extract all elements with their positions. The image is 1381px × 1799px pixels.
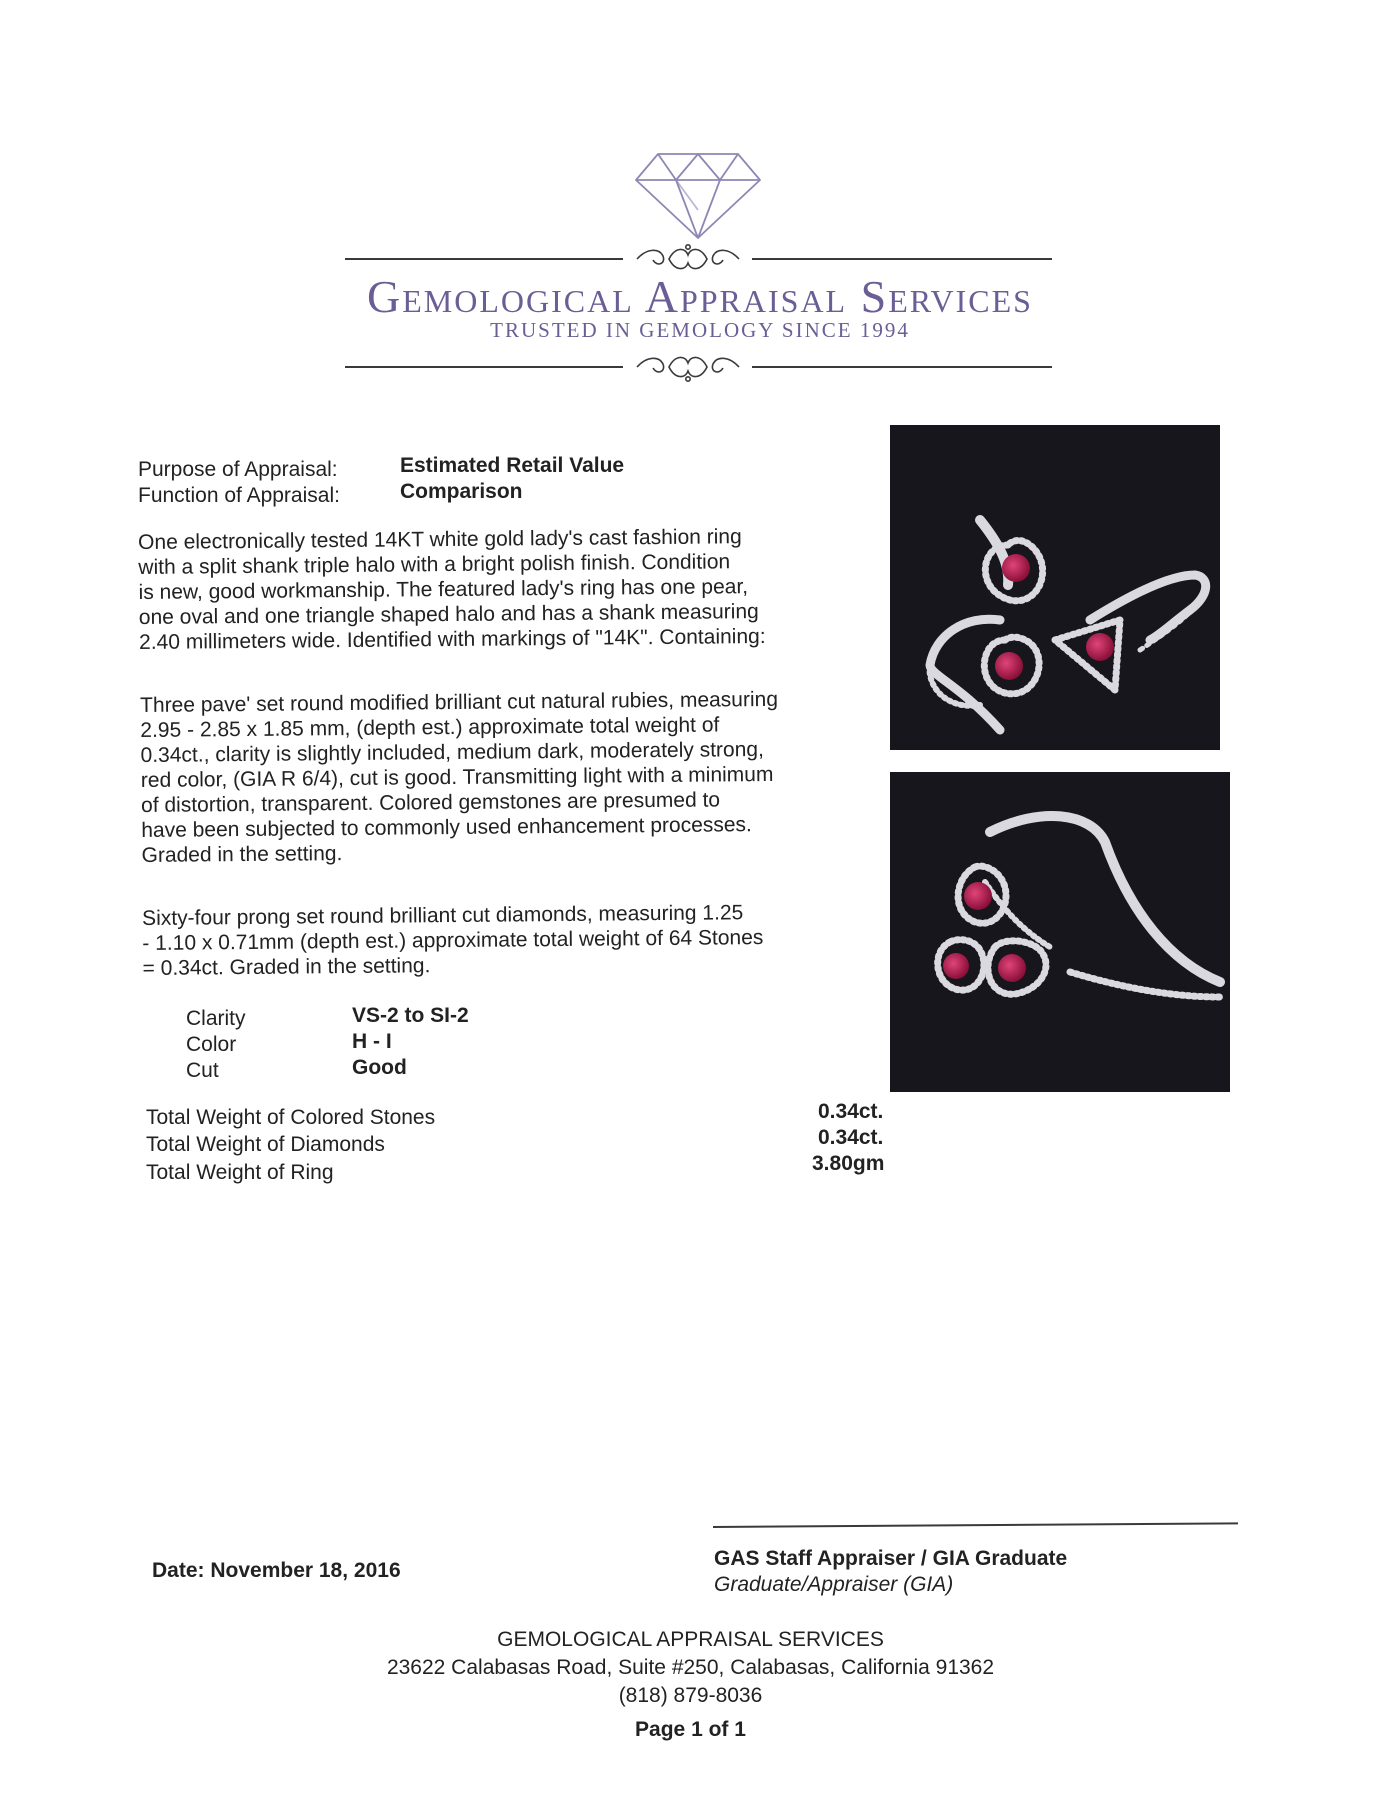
color-label: Color — [186, 1033, 237, 1056]
ruby-description — [140, 687, 780, 868]
ring-description — [138, 524, 766, 655]
total-diamonds-label: Total Weight of Diamonds — [146, 1133, 385, 1156]
ring-side-illustration-icon — [890, 772, 1230, 1092]
ring-photo-side — [890, 772, 1230, 1092]
page-number: Page 1 of 1 — [635, 1718, 746, 1741]
ring-description-line: One electronically tested 14KT white gold lady's cast fashion ring — [138, 525, 742, 554]
ring-description-line: is new, good workmanship. The featured lady's ring has one pear, — [138, 575, 749, 604]
ring-description-line: 2.40 millimeters wide. Identified with markings of "14K". Containing: — [138, 624, 766, 654]
cut-value: Good — [352, 1056, 407, 1079]
total-ring-label: Total Weight of Ring — [146, 1161, 334, 1184]
appraisal-date: Date: November 18, 2016 — [152, 1559, 401, 1582]
total-ring-value: 3.80gm — [812, 1152, 885, 1175]
ring-description-line: one oval and one triangle shaped halo and has a shank measuring — [138, 600, 759, 629]
clarity-label: Clarity — [186, 1007, 246, 1030]
clarity-value: VS-2 to SI-2 — [352, 1004, 469, 1027]
total-diamonds-value: 0.34ct. — [818, 1126, 884, 1149]
function-label: Function of Appraisal: — [138, 484, 340, 507]
diamond-logo-icon — [632, 150, 764, 242]
total-colored-value: 0.34ct. — [818, 1100, 884, 1123]
signature-line — [713, 1522, 1238, 1528]
company-name: Gemological Appraisal Services — [367, 271, 1033, 322]
purpose-label: Purpose of Appraisal: — [138, 458, 338, 481]
ornament-bottom-icon — [633, 350, 743, 384]
color-value: H - I — [352, 1030, 392, 1053]
header-rule-bottom-right — [752, 366, 1052, 368]
diamond-description-line: - 1.10 x 0.71mm (depth est.) approximate total weight of 64 Stones — [142, 926, 764, 955]
appraiser-subtitle: Graduate/Appraiser (GIA) — [714, 1573, 954, 1596]
purpose-value: Estimated Retail Value — [400, 454, 625, 477]
header-rule-bottom-left — [345, 366, 623, 368]
ruby-description-line: of distortion, transparent. Colored gemstones are presumed to — [140, 788, 721, 817]
ruby-description-line: 2.95 - 2.85 x 1.85 mm, (depth est.) approximate total weight of — [140, 713, 720, 742]
ruby-description-line: red color, (GIA R 6/4), cut is good. Transmitting light with a minimum — [140, 762, 774, 792]
footer-company: GEMOLOGICAL APPRAISAL SERVICES — [497, 1628, 884, 1651]
diamond-description-line: Sixty-four prong set round brilliant cut diamonds, measuring 1.25 — [142, 901, 744, 930]
diamond-description-line: = 0.34ct. Graded in the setting. — [142, 954, 431, 980]
ring-photo-front — [890, 425, 1220, 750]
ruby-description-line: 0.34ct., clarity is slightly included, medium dark, moderately strong, — [140, 738, 764, 767]
ruby-description-line: have been subjected to commonly used enhancement processes. — [141, 813, 752, 842]
ring-description-line: with a split shank triple halo with a bright polish finish. Condition — [138, 550, 731, 579]
ring-front-illustration-icon — [890, 425, 1220, 750]
cut-label: Cut — [186, 1059, 219, 1082]
ruby-description-line: Three pave' set round modified brilliant cut natural rubies, measuring — [140, 687, 779, 717]
function-value: Comparison — [400, 480, 523, 503]
header-rule-top-left — [345, 258, 623, 260]
ruby-description-line: Graded in the setting. — [141, 842, 343, 867]
total-colored-label: Total Weight of Colored Stones — [146, 1106, 436, 1129]
appraiser-title: GAS Staff Appraiser / GIA Graduate — [714, 1547, 1068, 1570]
company-tagline: TRUSTED IN GEMOLOGY SINCE 1994 — [490, 318, 910, 342]
footer-phone: (818) 879-8036 — [618, 1684, 763, 1707]
header-rule-top-right — [752, 258, 1052, 260]
diamond-description — [142, 900, 764, 981]
footer-address: 23622 Calabasas Road, Suite #250, Calabasas, California 91362 — [386, 1656, 995, 1679]
